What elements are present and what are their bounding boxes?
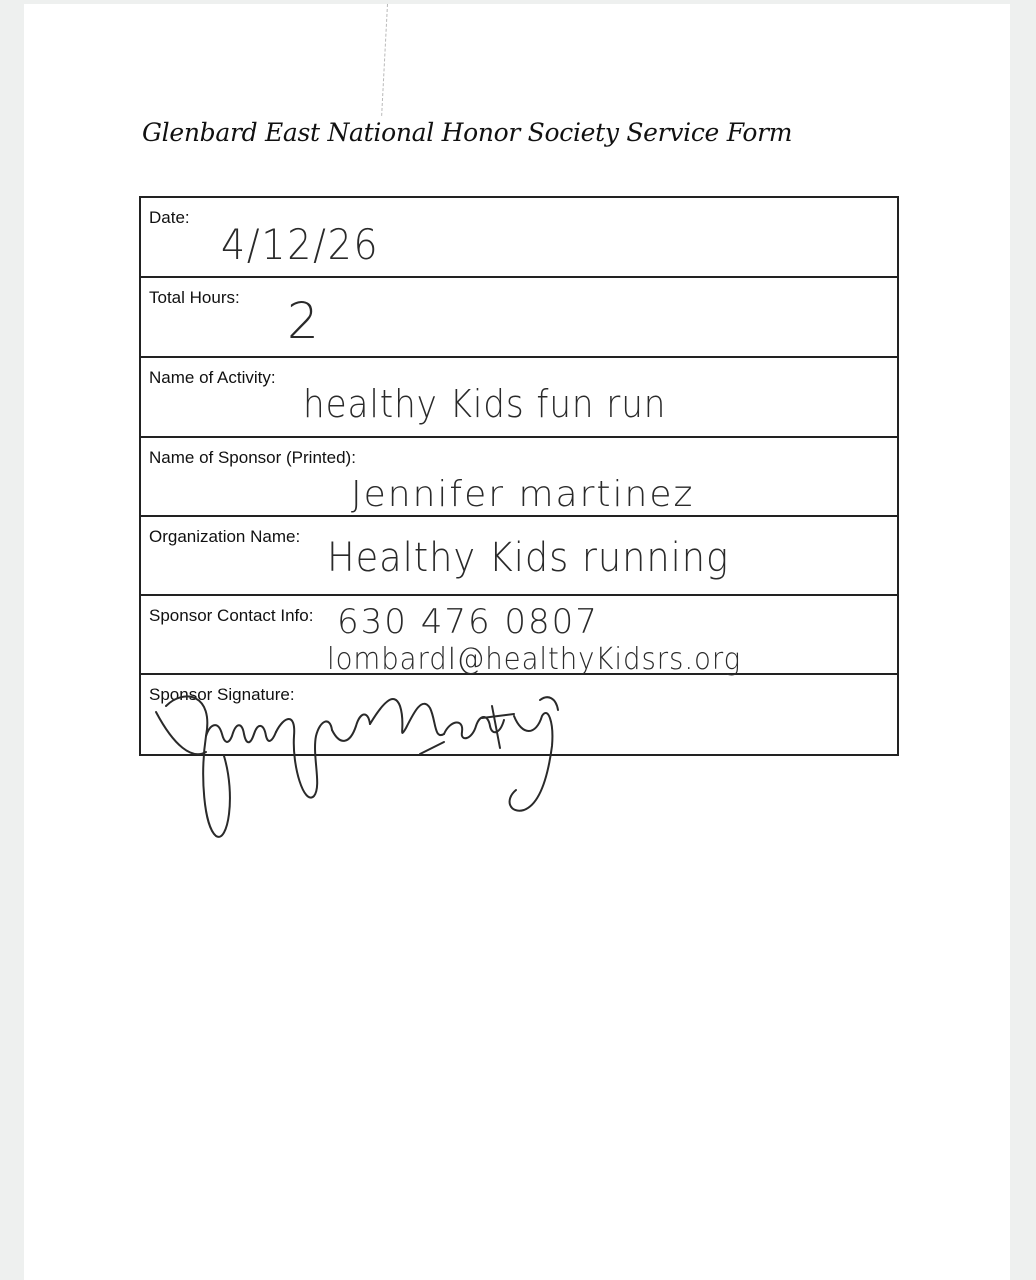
date-label: Date: — [149, 208, 190, 227]
organization-value: Healthy Kids running — [327, 535, 730, 581]
contact-email-value: lombardI@healthyKidsrs.org — [327, 642, 742, 677]
signature-label: Sponsor Signature: — [149, 685, 295, 704]
service-form-table — [139, 196, 899, 756]
total-hours-label: Total Hours: — [149, 288, 240, 307]
document-page — [24, 4, 1010, 1280]
form-title: Glenbard East National Honor Society Service Form — [142, 118, 793, 147]
contact-info-row — [141, 596, 897, 675]
organization-label: Organization Name: — [149, 527, 301, 546]
date-row — [141, 198, 897, 278]
fold-line — [381, 4, 389, 116]
contact-phone-value: 630 476 0807 — [337, 602, 599, 642]
total-hours-value: 2 — [287, 292, 320, 350]
total-hours-row — [141, 278, 897, 358]
sponsor-name-value: Jennifer martinez — [351, 474, 695, 515]
activity-label: Name of Activity: — [149, 368, 276, 387]
handwritten-signature — [144, 676, 584, 846]
contact-info-label: Sponsor Contact Info: — [149, 606, 314, 625]
organization-row — [141, 517, 897, 596]
sponsor-name-label: Name of Sponsor (Printed): — [149, 448, 356, 467]
activity-value: healthy Kids fun run — [303, 382, 667, 426]
sponsor-name-row — [141, 438, 897, 517]
activity-row — [141, 358, 897, 438]
date-value: 4/12/26 — [221, 220, 380, 269]
